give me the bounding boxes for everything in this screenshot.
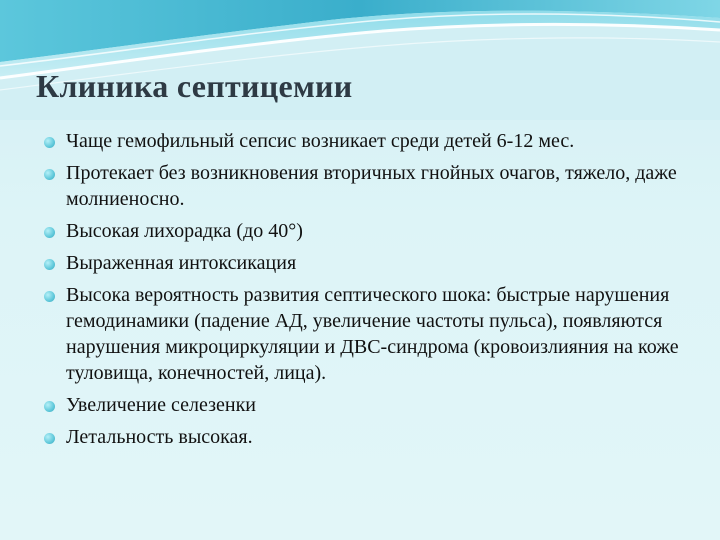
list-item [44, 160, 694, 212]
bullet-dot-icon [44, 291, 55, 302]
bullet-text: Чаще гемофильный сепсис возникает среди детей 6-12 мес. [66, 130, 575, 152]
bullet-list [44, 128, 694, 456]
bullet-text: Высока вероятность развития септического шока: быстрые нарушения гемодинамики (падение АД, увеличение частоты пульса), появляются нарушения микроциркуляции и ДВС-синдрома (кровоизлияния на коже туловища, конечностей, лица). [66, 284, 679, 384]
bullet-text: Высокая лихорадка (до 40°) [66, 220, 303, 242]
list-item [44, 250, 694, 276]
list-item [44, 218, 694, 244]
slide-title: Клиника септицемии [36, 68, 353, 104]
bullet-dot-icon [44, 227, 55, 238]
list-item [44, 128, 694, 154]
bullet-text: Увеличение селезенки [66, 394, 257, 416]
bullet-dot-icon [44, 433, 55, 444]
list-item [44, 282, 694, 386]
list-item [44, 392, 694, 418]
bullet-dot-icon [44, 169, 55, 180]
bullet-text: Выраженная интоксикация [66, 252, 297, 274]
bullet-dot-icon [44, 137, 55, 148]
bullet-dot-icon [44, 401, 55, 412]
bullet-text: Протекает без возникновения вторичных гнойных очагов, тяжело, даже молниеносно. [66, 162, 677, 210]
list-item [44, 424, 694, 450]
bullet-dot-icon [44, 259, 55, 270]
bullet-text: Летальность высокая. [66, 426, 253, 448]
